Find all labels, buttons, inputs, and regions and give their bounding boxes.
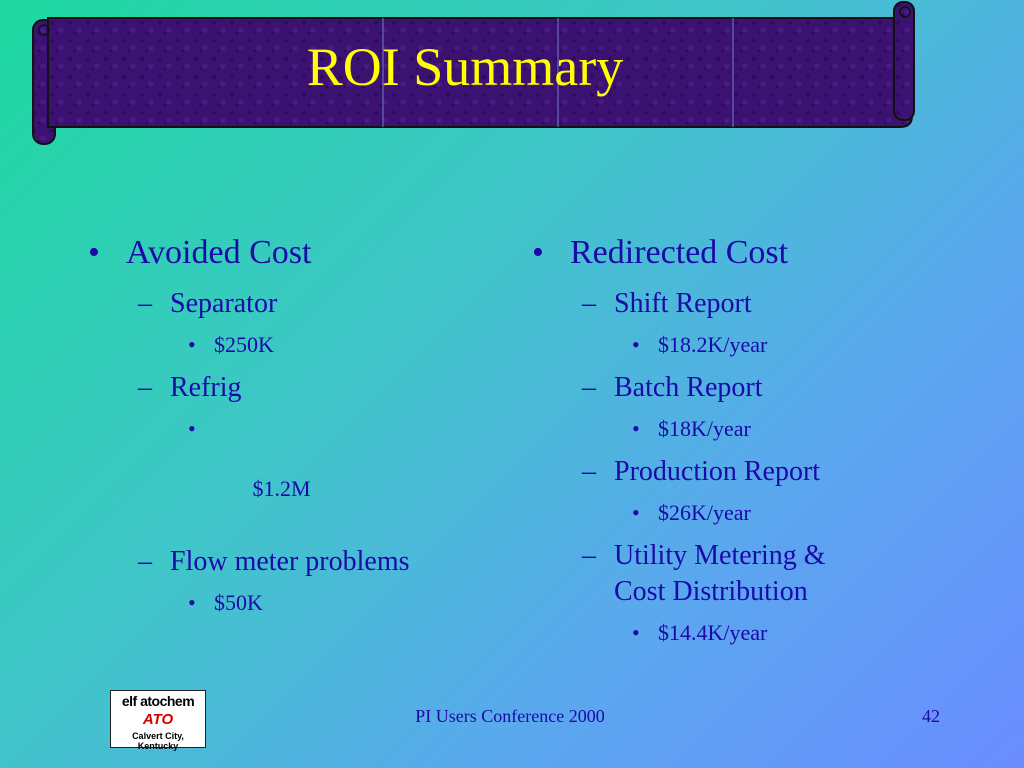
bullet-marker: • xyxy=(632,416,640,441)
dash-marker: – xyxy=(138,372,152,403)
list-item xyxy=(532,538,952,610)
list-item xyxy=(532,370,952,406)
footer-conference-text: PI Users Conference 2000 xyxy=(415,706,605,726)
bullet-marker: • xyxy=(632,500,640,525)
bullet-marker: • xyxy=(532,234,544,271)
list-item xyxy=(532,454,952,490)
list-item xyxy=(88,370,508,406)
list-item xyxy=(532,286,952,322)
dash-marker: – xyxy=(582,288,596,319)
item-label: Shift Report xyxy=(614,288,752,319)
item-label: Flow meter problems xyxy=(170,546,410,577)
item-label: Separator xyxy=(170,288,278,319)
dash-marker: – xyxy=(582,372,596,403)
company-logo xyxy=(110,690,206,751)
slide-title: ROI Summary xyxy=(306,37,624,97)
dash-marker: – xyxy=(582,456,596,487)
list-item xyxy=(88,286,508,322)
item-label: Refrig xyxy=(170,372,242,403)
bullet-marker: • xyxy=(188,332,196,357)
bullet-marker: • xyxy=(88,234,100,271)
avoided-cost-column xyxy=(88,230,508,618)
title-scroll-banner xyxy=(30,0,920,150)
item-label-line2: Cost Distribution xyxy=(614,576,808,607)
dash-marker: – xyxy=(138,288,152,319)
list-item-value xyxy=(88,330,508,360)
item-value: $26K/year xyxy=(658,500,751,525)
page-number: 42 xyxy=(922,706,940,726)
avoided-cost-heading xyxy=(88,230,508,276)
item-value: $14.4K/year xyxy=(658,620,768,645)
item-value: $18K/year xyxy=(658,416,751,441)
redirected-cost-heading xyxy=(532,230,952,276)
list-item-value xyxy=(532,330,952,360)
item-label: Batch Report xyxy=(614,372,763,403)
item-value: $18.2K/year xyxy=(658,332,768,357)
bullet-marker: • xyxy=(632,332,640,357)
logo-line-2: ATO xyxy=(142,711,174,728)
list-item-value xyxy=(532,618,952,648)
heading-text: Redirected Cost xyxy=(570,234,789,271)
list-item xyxy=(88,544,508,580)
list-item-value xyxy=(532,414,952,444)
item-value: $1.2M xyxy=(247,476,311,501)
heading-text: Avoided Cost xyxy=(126,234,312,271)
bullet-marker: • xyxy=(188,416,196,441)
list-item-value xyxy=(532,498,952,528)
list-item-value xyxy=(88,588,508,618)
bullet-marker: • xyxy=(632,620,640,645)
dash-marker: – xyxy=(138,546,152,577)
item-label-line1: Utility Metering & xyxy=(614,540,826,571)
redirected-cost-column xyxy=(532,230,952,648)
bullet-marker: • xyxy=(188,590,196,615)
logo-line-1: elf atochem xyxy=(121,693,195,709)
dash-marker: – xyxy=(582,540,596,571)
logo-line-3: Calvert City, Kentucky xyxy=(132,731,184,751)
item-label: Production Report xyxy=(614,456,821,487)
item-value: $250K xyxy=(214,332,274,357)
list-item-value xyxy=(88,414,508,534)
item-value: $50K xyxy=(214,590,263,615)
